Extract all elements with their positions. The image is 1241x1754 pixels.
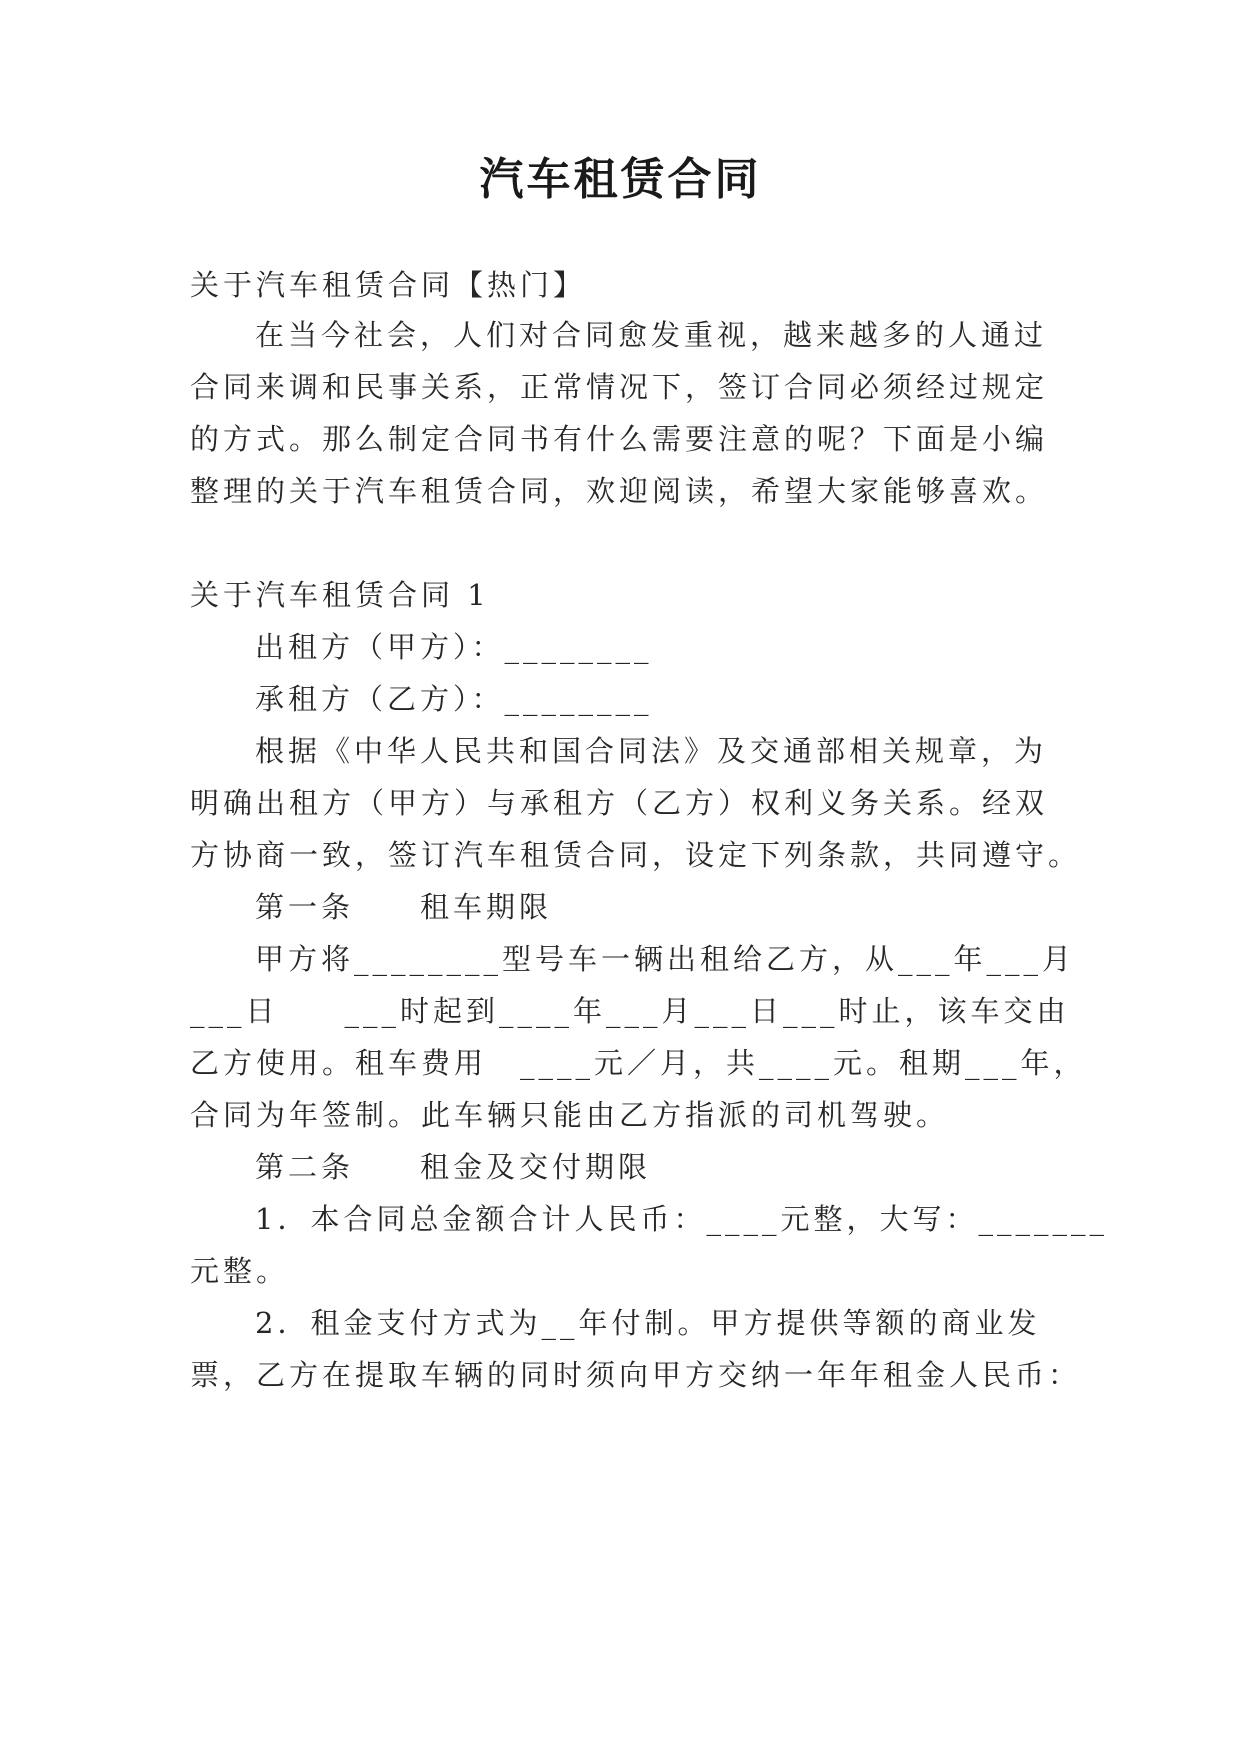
paragraph-line: 合同为年签制。此车辆只能由乙方指派的司机驾驶。 [190,1098,950,1132]
lessor-field: 出租方（甲方）：________ [255,630,653,664]
paragraph-line: 根据《中华人民共和国合同法》及交通部相关规章，为 [255,734,1048,768]
paragraph-line: 的方式。那么制定合同书有什么需要注意的呢？下面是小编 [190,422,1049,456]
paragraph-line: ___日 ___时起到____年___月___日___时止，该车交由 [190,994,1070,1028]
paragraph-line: 乙方使用。租车费用 ____元／月，共____元。租期___年， [190,1046,1087,1080]
paragraph-line: 整理的关于汽车租赁合同，欢迎阅读，希望大家能够喜欢。 [190,474,1049,508]
paragraph-line: 方协商一致，签订汽车租赁合同，设定下列条款，共同遵守。 [190,838,1082,872]
section-heading: 关于汽车租赁合同 1 [190,578,490,612]
paragraph-line: 2．租金支付方式为__年付制。甲方提供等额的商业发 [255,1306,1041,1340]
section-heading: 关于汽车租赁合同【热门】 [190,268,587,302]
document-title: 汽车租赁合同 [479,154,762,205]
lessee-field: 承租方（乙方）：________ [255,682,653,716]
paragraph-line: 合同来调和民事关系，正常情况下，签订合同必须经过规定 [190,370,1049,404]
paragraph-line: 1．本合同总金额合计人民币：____元整，大写：_______ [255,1202,1108,1236]
paragraph-line: 票，乙方在提取车辆的同时须向甲方交纳一年年租金人民币： [190,1358,1082,1392]
article-heading: 第一条 租车期限 [255,890,553,924]
paragraph-line: 元整。 [190,1254,290,1288]
paragraph-line: 甲方将________型号车一辆出租给乙方，从___年___月 [255,942,1076,976]
paragraph-line: 在当今社会，人们对合同愈发重视，越来越多的人通过 [255,318,1048,352]
article-heading: 第二条 租金及交付期限 [255,1150,652,1184]
paragraph-line: 明确出租方（甲方）与承租方（乙方）权利义务关系。经双 [190,786,1049,820]
